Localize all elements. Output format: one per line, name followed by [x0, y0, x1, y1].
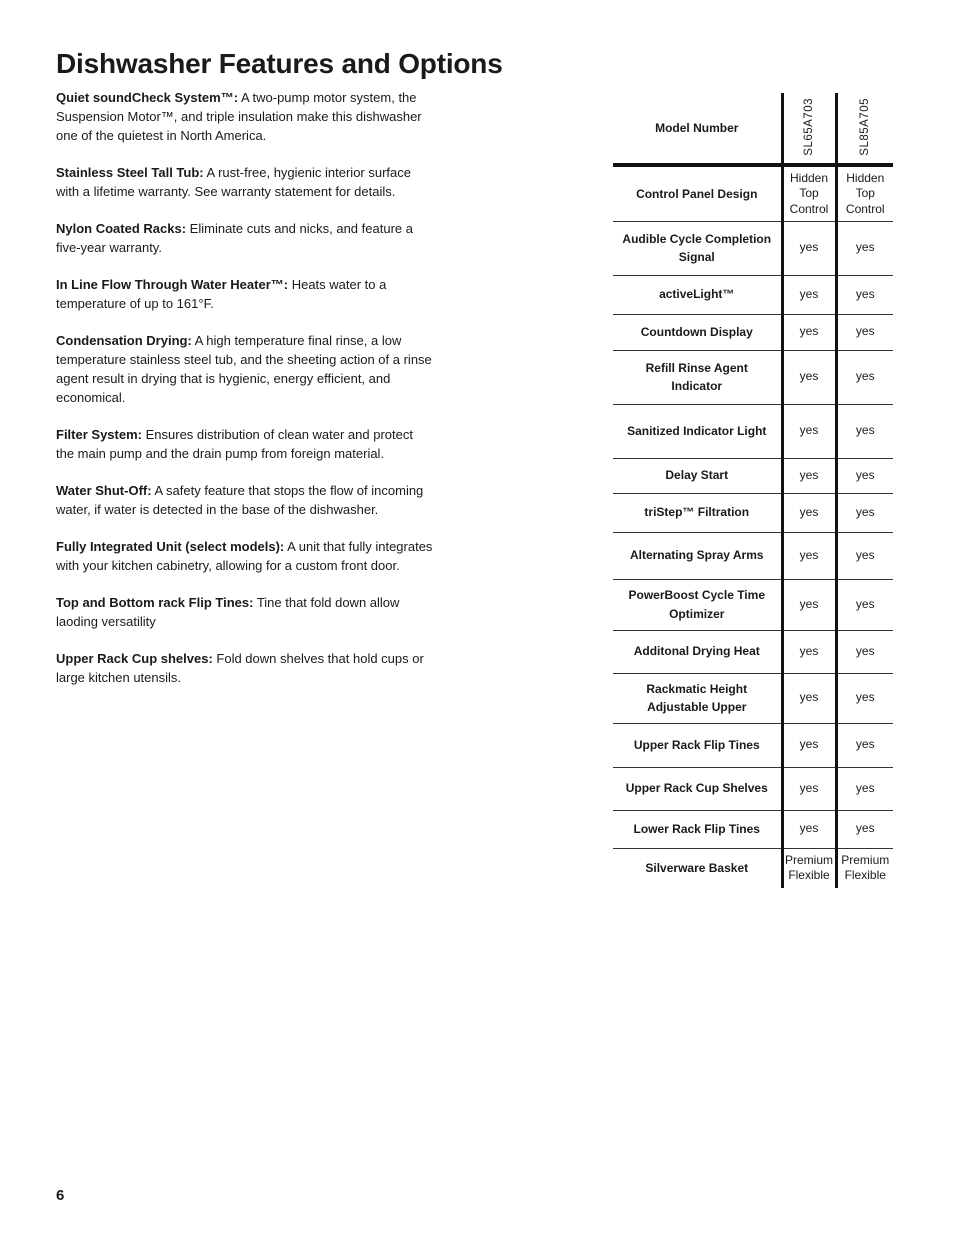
row-label: Upper Rack Flip Tines	[613, 723, 782, 767]
cell-value: yes	[836, 630, 893, 673]
row-label: Additonal Drying Heat	[613, 630, 782, 673]
row-label: Delay Start	[613, 458, 782, 493]
cell-value: yes	[836, 404, 893, 458]
feature-item	[56, 650, 434, 688]
row-label: activeLight™	[613, 275, 782, 314]
table-row	[613, 493, 893, 532]
row-label: Refill Rinse Agent Indicator	[613, 350, 782, 404]
table-row	[613, 350, 893, 404]
feature-text: A two-pump motor system, the Suspension Motor™, and triple insulation make this dishwasher one of the quietest in North America.	[56, 90, 422, 143]
feature-term: Condensation Drying:	[56, 333, 192, 349]
row-label: Audible Cycle Completion Signal	[613, 221, 782, 275]
cell-value: yes	[782, 673, 836, 723]
row-label: Upper Rack Cup Shelves	[613, 767, 782, 810]
cell-value: yes	[836, 350, 893, 404]
cell-value: Hidden Top Control	[782, 165, 836, 221]
feature-item	[56, 89, 434, 145]
row-label: triStep™ Filtration	[613, 493, 782, 532]
model-column-header	[782, 93, 836, 165]
cell-value: yes	[782, 579, 836, 630]
feature-term: Water Shut-Off:	[56, 482, 152, 498]
feature-list	[56, 89, 434, 706]
feature-item	[56, 220, 434, 258]
cell-value: yes	[782, 723, 836, 767]
table-row	[613, 723, 893, 767]
cell-value: yes	[836, 314, 893, 350]
cell-value: yes	[836, 810, 893, 848]
table-row	[613, 579, 893, 630]
feature-term: Upper Rack Cup shelves:	[56, 651, 213, 667]
cell-value: yes	[782, 767, 836, 810]
row-label: Silverware Basket	[645, 861, 749, 875]
cell-value: Hidden Top Control	[836, 165, 893, 221]
cell-value: yes	[836, 767, 893, 810]
feature-item	[56, 538, 434, 576]
table-row	[613, 314, 893, 350]
table-row	[613, 221, 893, 275]
cell-value: yes	[782, 493, 836, 532]
table-row	[613, 630, 893, 673]
table-row	[613, 275, 893, 314]
row-label: Control Panel Design	[613, 165, 782, 221]
feature-term: In Line Flow Through Water Heater™:	[56, 277, 289, 293]
feature-text: Heats water to a temperature of up to 161°F.	[56, 277, 387, 311]
table-row	[613, 767, 893, 810]
cell-value: yes	[782, 275, 836, 314]
feature-item	[56, 164, 434, 202]
cell-value: yes	[782, 221, 836, 275]
feature-item	[56, 332, 434, 407]
model-comparison-table	[613, 93, 893, 888]
model-number-header: Model Number	[613, 93, 782, 165]
feature-text: Eliminate cuts and nicks, and feature a five-year warranty.	[56, 220, 413, 255]
page-number: 6	[56, 1187, 65, 1204]
table-row	[613, 532, 893, 579]
row-label: PowerBoost Cycle Time Optimizer	[613, 579, 782, 630]
feature-term: Quiet soundCheck System™:	[56, 90, 239, 105]
cell-value: yes	[836, 723, 893, 767]
cell-value: yes	[782, 810, 836, 848]
feature-term: Fully Integrated Unit (select models):	[56, 539, 285, 555]
table-row	[613, 458, 893, 493]
feature-term: Top and Bottom rack Flip Tines:	[56, 595, 254, 611]
feature-item	[56, 426, 434, 464]
feature-item	[56, 276, 434, 314]
row-label: Lower Rack Flip Tines	[613, 810, 782, 848]
feature-term: Nylon Coated Racks:	[56, 220, 187, 236]
cell-value: yes	[836, 532, 893, 579]
cell-value: yes	[782, 630, 836, 673]
row-label: Sanitized Indicator Light	[613, 404, 782, 458]
feature-text: Tine that fold down allow laoding versatility	[56, 595, 400, 629]
table-header-row	[613, 93, 893, 165]
cell-value: yes	[782, 458, 836, 493]
model-column-header	[836, 93, 893, 165]
table-row	[613, 848, 893, 888]
feature-item	[56, 594, 434, 632]
model-name: SL65A703	[803, 97, 815, 156]
feature-text: A safety feature that stops the flow of incoming water, if water is detected in the base of the dishwasher.	[56, 482, 424, 517]
row-label: Countdown Display	[613, 314, 782, 350]
cell-value: yes	[782, 532, 836, 579]
cell-value: Premium Flexible	[782, 848, 836, 888]
feature-text: A unit that fully integrates with your kitchen cabinetry, allowing for a custom front door.	[56, 539, 433, 573]
cell-value: yes	[836, 221, 893, 275]
cell-value: yes	[782, 404, 836, 458]
cell-value: yes	[836, 673, 893, 723]
row-label: Alternating Spray Arms	[613, 532, 782, 579]
feature-text: A high temperature final rinse, a low temperature stainless steel tub, and the sheeting action of a rinse agent result in drying that is hygienic, energy efficient, and economical.	[56, 333, 432, 405]
feature-text: Ensures distribution of clean water and protect the main pump and the drain pump from foreign material.	[56, 426, 413, 461]
feature-item	[56, 482, 434, 520]
model-name: SL85A705	[859, 97, 872, 156]
feature-term: Stainless Steel Tall Tub:	[56, 164, 204, 180]
cell-value: yes	[836, 493, 893, 532]
page-title: Dishwasher Features and Options	[56, 48, 503, 79]
cell-value: yes	[782, 350, 836, 404]
cell-value: Premium Flexible	[836, 848, 893, 888]
cell-value: yes	[836, 458, 893, 493]
cell-value: yes	[836, 275, 893, 314]
table-row	[613, 673, 893, 723]
feature-term: Filter System:	[56, 426, 142, 442]
table-row	[613, 404, 893, 458]
row-label: Rackmatic Height Adjustable Upper	[613, 673, 782, 723]
feature-text: A rust-free, hygienic interior surface with a lifetime warranty. See warranty statement for details.	[56, 164, 411, 199]
cell-value: yes	[836, 579, 893, 630]
table-row	[613, 810, 893, 848]
cell-value: yes	[782, 314, 836, 350]
table-row	[613, 165, 893, 221]
feature-text: Fold down shelves that hold cups or large kitchen utensils.	[56, 651, 424, 686]
